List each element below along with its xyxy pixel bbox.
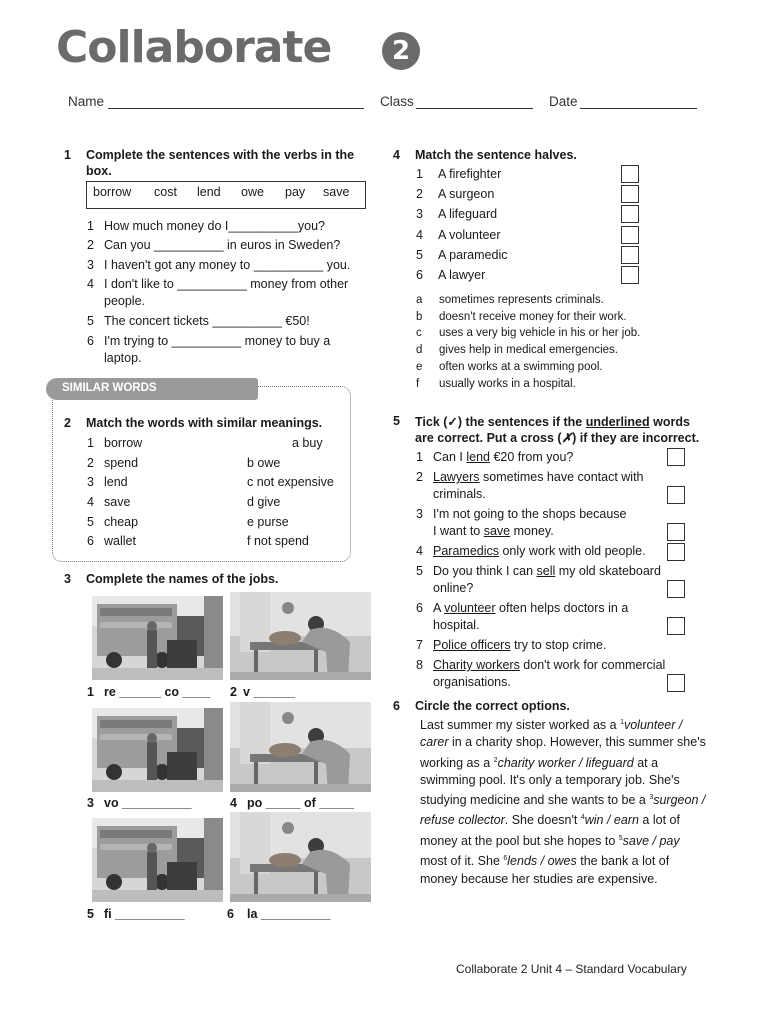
ex2-word: cheap [104,515,139,529]
item-number: 5 [416,564,423,578]
ex4-instruction: Match the sentence halves. [415,148,577,162]
tick-box[interactable] [667,617,685,635]
ending-letter: c [416,327,422,339]
ex4-item: A lifeguard [438,207,498,221]
refuse-collector-photo [92,708,223,792]
ex3-job-label: v ______ [243,685,296,699]
tick-box[interactable] [667,448,685,466]
ex4-ending: gives help in medical emergencies. [439,344,618,356]
ending-letter: a [416,294,423,306]
ex3-job-label: re ______ co ____ [104,685,211,699]
page-footer: Collaborate 2 Unit 4 – Standard Vocabulary [456,962,687,976]
answer-box[interactable] [621,266,639,284]
ex2-word: lend [104,475,128,489]
ex4-item: A surgeon [438,187,495,201]
tick-box[interactable] [667,674,685,692]
ex3-job-label: vo __________ [104,796,192,810]
ex5-sentence-cont: I want to save money. [433,524,554,538]
ex2-word: borrow [104,436,143,450]
ex1-sentence: I don't like to __________ money from other [104,277,349,291]
item-number: 2 [230,685,237,699]
name-field[interactable] [108,94,364,109]
word-box [86,181,366,209]
ex5-sentence: Paramedics only work with old people. [433,544,646,558]
tick-box[interactable] [667,580,685,598]
ex2-match: b owe [247,456,281,470]
item-number: 3 [87,258,94,272]
vet-photo [230,702,371,792]
ex2-match: c not expensive [247,475,334,489]
item-number: 6 [416,601,423,615]
ex2-word: spend [104,456,139,470]
item-number: 4 [416,228,423,242]
item-number: 8 [416,658,423,672]
option-choice[interactable]: volunteer / carer [420,718,683,750]
item-number: 1 [416,450,423,464]
item-number: 5 [87,314,94,328]
ex1-sentence-cont: people. [104,294,146,308]
ex2-instruction: Match the words with similar meanings. [86,416,323,430]
option-choice[interactable]: save / pay [622,834,680,848]
word-box-word: owe [241,185,264,199]
answer-box[interactable] [621,185,639,203]
word-box-word: save [323,185,350,199]
vet-photo [230,592,371,680]
item-number: 3 [87,475,94,489]
ex5-sentence: A volunteer often helps doctors in a [433,601,629,615]
ex4-item: A firefighter [438,167,502,181]
ex2-match: d give [247,495,281,509]
answer-box[interactable] [621,205,639,223]
date-label: Date [549,94,578,109]
ex3-instruction: Complete the names of the jobs. [86,572,279,586]
tick-box[interactable] [667,543,685,561]
word-box-word: lend [197,185,221,199]
item-number: 4 [230,796,237,810]
refuse-collector-photo [92,818,223,902]
ex6-number: 6 [393,699,400,713]
ex1-number: 1 [64,148,71,162]
similar-words-tab [46,378,258,400]
ex1-sentence: The concert tickets __________ €50! [104,314,310,328]
item-number: 3 [87,796,94,810]
ex5-instruction: Tick (✓) the sentences if the underlined words [415,415,690,429]
item-number: 6 [227,907,234,921]
item-number: 7 [416,638,423,652]
ex4-ending: uses a very big vehicle in his or her job. [439,327,641,339]
ex2-match: e purse [247,515,289,529]
answer-box[interactable] [621,165,639,183]
ex3-number: 3 [64,572,71,586]
ex5-sentence: I'm not going to the shops because [433,507,627,521]
item-number: 4 [87,277,94,291]
item-number: 5 [87,907,94,921]
item-number: 1 [416,167,423,181]
item-number: 4 [416,544,423,558]
similar-words-title: SIMILAR WORDS [62,382,157,394]
ending-letter: f [416,378,420,390]
ex1-instruction-cont: box. [86,164,112,178]
item-number: 1 [87,219,94,233]
ex2-match: a buy [292,436,323,450]
ex2-number: 2 [64,416,71,430]
ex5-sentence-cont: hospital. [433,618,480,632]
ex1-sentence: How much money do I__________you? [104,219,325,233]
ex1-sentence-cont: laptop. [104,351,142,365]
item-number: 5 [87,515,94,529]
ex3-job-label: la __________ [247,907,331,921]
item-number: 2 [87,238,94,252]
ex2-word: wallet [104,534,136,548]
tick-box[interactable] [667,486,685,504]
ex6-paragraph: Last summer my sister worked as a $^1$volunteer / carer in a charity shop. However, this summer she's working as a $^2$charity worker / lifeguard at a swimming pool. It's only a temporary job. She's studying medicine and she wants to be a $^3$surgeon / refuse collector. She doesn't $^4$win / earn a lot of money at the pool but she hopes to $^5$save / pay most of it. She $^6$lends / owes the bank a lot of money because her studies are expensive. [420,718,706,886]
ex4-ending: often works at a swimming pool. [439,361,603,373]
ex1-sentence: I'm trying to __________ money to buy a [104,334,331,348]
ex5-sentence: Do you think I can sell my old skateboard [433,564,661,578]
ex4-item: A lawyer [438,268,486,282]
date-field[interactable] [580,94,697,109]
item-number: 3 [416,207,423,221]
ex1-instruction: Complete the sentences with the verbs in the [86,148,355,162]
ex2-match: f not spend [247,534,309,548]
option-choice[interactable]: surgeon / refuse collector [420,793,706,828]
word-box-word: borrow [93,185,132,199]
item-number: 4 [87,495,94,509]
ex1-sentence: I haven't got any money to __________ you. [104,258,351,272]
word-box-word: pay [285,185,306,199]
item-number: 2 [87,456,94,470]
ex2-word: save [104,495,131,509]
word-box-word: cost [154,185,177,199]
class-label: Class [380,94,414,109]
option-choice[interactable]: charity worker / lifeguard [497,755,634,770]
vet-photo [230,812,371,902]
ex4-ending: usually works in a hospital. [439,378,576,390]
ex5-sentence-cont: organisations. [433,675,511,689]
item-number: 2 [416,187,423,201]
ex5-sentence: Police officers try to stop crime. [433,638,607,652]
tick-box[interactable] [667,523,685,541]
ending-letter: e [416,361,423,373]
level-badge: 2 [382,32,420,70]
name-label: Name [68,94,105,109]
ex4-ending: doesn't receive money for their work. [439,311,627,323]
refuse-collector-photo [92,596,223,680]
item-number: 3 [416,507,423,521]
ex6-instruction: Circle the correct options. [415,699,570,713]
ending-letter: d [416,344,423,356]
item-number: 1 [87,436,94,450]
ex4-number: 4 [393,148,400,162]
item-number: 1 [87,685,94,699]
item-number: 6 [87,334,94,348]
ex1-sentence: Can you __________ in euros in Sweden? [104,238,341,252]
ex3-job-label: fi __________ [104,907,185,921]
item-number: 5 [416,248,423,262]
answer-box[interactable] [621,226,639,244]
ex5-number: 5 [393,414,400,428]
ex3-job-label: po _____ of _____ [247,796,355,810]
option-choice[interactable]: lends / owes [507,854,577,869]
ex5-instruction-cont: are correct. Put a cross (✗) if they are incorrect. [415,431,700,445]
ending-letter: b [416,311,423,323]
ex5-sentence: Lawyers sometimes have contact with [433,470,644,484]
item-number: 6 [416,268,423,282]
ex5-sentence-cont: criminals. [433,487,486,501]
item-number: 6 [87,534,94,548]
item-number: 2 [416,470,423,484]
ex5-sentence: Can I lend €20 from you? [433,450,574,464]
ex4-ending: sometimes represents criminals. [439,294,604,306]
ex5-sentence-cont: online? [433,581,474,595]
class-field[interactable] [416,94,533,109]
collaborate-logo: Collaborate [56,22,332,73]
option-choice[interactable]: win / earn [584,813,639,828]
ex4-item: A volunteer [438,228,501,242]
answer-box[interactable] [621,246,639,264]
ex4-item: A paramedic [438,248,508,262]
ex5-sentence: Charity workers don't work for commercial [433,658,666,672]
